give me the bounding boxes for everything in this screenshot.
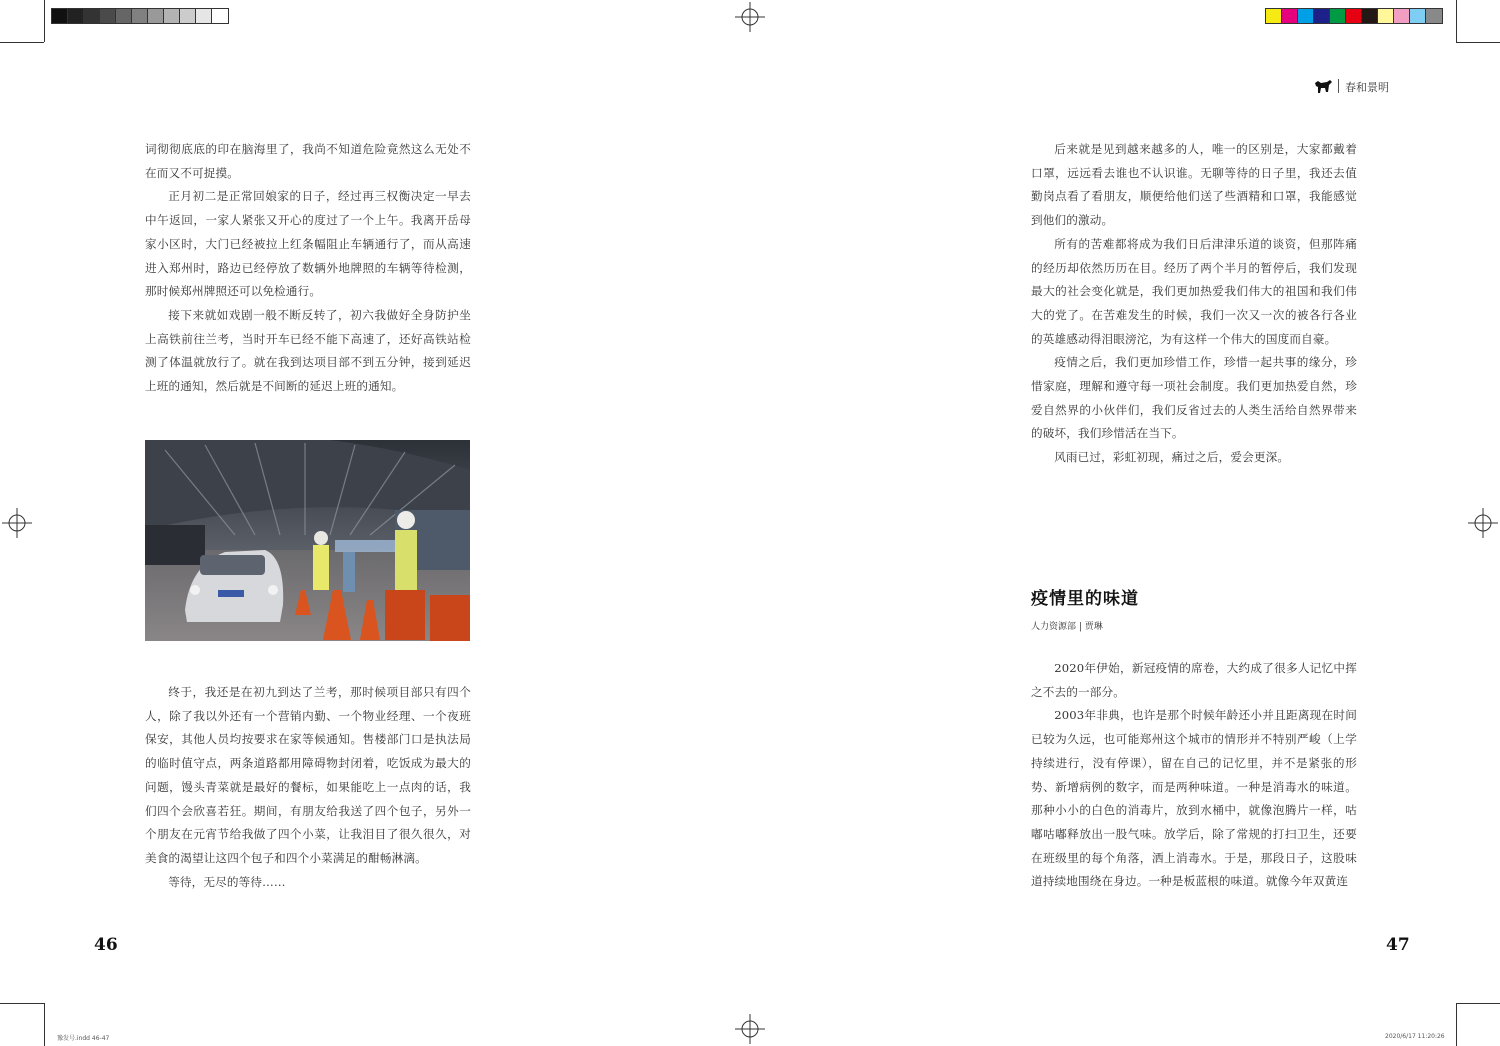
crop-mark <box>1456 1003 1457 1046</box>
color-swatch <box>1298 9 1314 23</box>
registration-mark-icon <box>735 2 765 32</box>
gray-ramp-bar <box>51 8 229 24</box>
color-swatch <box>100 9 116 23</box>
color-swatch <box>132 9 148 23</box>
article-title: 疫情里的味道 <box>1031 589 1139 609</box>
color-swatch <box>84 9 100 23</box>
color-swatch <box>52 9 68 23</box>
color-swatch <box>116 9 132 23</box>
color-swatch <box>164 9 180 23</box>
page-number: 46 <box>94 935 118 955</box>
registration-mark-icon <box>1468 508 1498 538</box>
paragraph: 终于，我还是在初九到达了兰考，那时候项目部只有四个人，除了我以外还有一个营销内勤、一个物业经理、一个夜班保安，其他人员均按要求在家等候通知。售楼部门口是执法局的临时值守点，两条道路都用障碍物封闭着，吃饭成为最大的问题，馒头青菜就是最好的餐标，如果能吃上一点肉的话，我们四个会欣喜若狂。期间，有朋友给我送了四个包子，另外一个朋友在元宵节给我做了四个小菜，让我泪目了很久很久，对美食的渴望让这四个包子和四个小菜满足的酣畅淋漓。 <box>145 685 471 865</box>
color-swatch <box>148 9 164 23</box>
color-swatch <box>1314 9 1330 23</box>
registration-mark-icon <box>2 508 32 538</box>
crop-mark <box>0 42 44 43</box>
color-swatch <box>1282 9 1298 23</box>
paragraph: 2003年非典，也许是那个时候年龄还小并且距离现在时间已较为久远，也可能郑州这个城市的情形并不特别严峻（上学持续进行，没有停课），留在自己的记忆里，并不是紧张的形势、新增病例的数字，而是两种味道。一种是消毒水的味道。那种小小的白色的消毒片，放到水桶中，就像泡腾片一样，咕嘟咕嘟释放出一股气味。放学后，除了常规的打扫卫生，还要在班级里的每个角落，洒上消毒水。于是，那段日子，这股味道持续地围绕在身边。一种是板蓝根的味道。就像今年双黄连 <box>1031 708 1357 889</box>
color-swatch <box>1330 9 1346 23</box>
color-swatch <box>212 9 228 23</box>
color-swatch <box>1362 9 1378 23</box>
crop-mark <box>44 1003 45 1046</box>
print-slug-file: 豫发号.indd 46-47 <box>57 1035 110 1042</box>
page-number: 47 <box>1386 935 1410 955</box>
paragraph: 所有的苦难都将成为我们日后津津乐道的谈资，但那阵痛的经历却依然历历在目。经历了两个半月的暂停后，我们发现最大的社会变化就是，我们更加热爱我们伟大的祖国和我们伟大的党了。在苦难发生的时候，我们一次又一次的被各行各业的英雄感动得泪眼滂沱，为有这样一个伟大的国度而自豪。 <box>1031 236 1357 346</box>
color-swatch <box>180 9 196 23</box>
header-divider <box>1338 79 1339 93</box>
right-column-top <box>1031 138 1357 470</box>
crop-mark <box>0 1003 44 1004</box>
paragraph: 风雨已过，彩虹初现，痛过之后，爱会更深。 <box>1054 450 1290 465</box>
crop-mark <box>1456 1003 1500 1004</box>
article-byline: 人力资源部 | 贾琳 <box>1031 622 1103 632</box>
color-swatch <box>196 9 212 23</box>
section-title: 春和景明 <box>1345 81 1389 94</box>
registration-mark-icon <box>735 1014 765 1044</box>
crop-mark <box>44 0 45 42</box>
left-column-top <box>145 138 471 399</box>
color-swatch <box>1410 9 1426 23</box>
color-swatch <box>68 9 84 23</box>
paragraph: 后来就是见到越来越多的人，唯一的区别是，大家都戴着口罩，远远看去谁也不认识谁。无聊等待的日子里，我还去值勤岗点看了看朋友，顺便给他们送了些酒精和口罩，我能感觉到他们的激动。 <box>1031 142 1357 228</box>
color-swatch <box>1378 9 1394 23</box>
crop-mark <box>1456 42 1500 43</box>
color-control-bar <box>1265 8 1443 24</box>
color-swatch <box>1394 9 1410 23</box>
paragraph: 正月初二是正常回娘家的日子，经过再三权衡决定一早去中午返回，一家人紧张又开心的度过了一个上午。我离开岳母家小区时，大门已经被拉上红条幅阻止车辆通行了，而从高速进入郑州时，路边已经停放了数辆外地牌照的车辆等待检测，那时候郑州牌照还可以免检通行。 <box>145 189 471 299</box>
print-slug-timestamp: 2020/6/17 11:20:26 <box>1385 1033 1445 1040</box>
color-swatch <box>1346 9 1362 23</box>
paragraph: 接下来就如戏剧一般不断反转了，初六我做好全身防护坐上高铁前往兰考，当时开车已经不能下高速了，还好高铁站检测了体温就放行了。就在我到达项目部不到五分钟，接到延迟上班的通知，然后就是不间断的延迟上班的通知。 <box>145 307 471 394</box>
color-swatch <box>1266 9 1282 23</box>
paragraph: 疫情之后，我们更加珍惜工作，珍惜一起共事的缘分，珍惜家庭，理解和遵守每一项社会制度。我们更加热爱自然，珍爱自然界的小伙伴们，我们反省过去的人类生活给自然界带来的破坏，我们珍惜活在当下。 <box>1031 355 1357 441</box>
color-swatch <box>1426 9 1442 23</box>
paragraph: 2020年伊始，新冠疫情的席卷，大约成了很多人记忆中挥之不去的一部分。 <box>1031 661 1357 699</box>
crop-mark <box>1456 0 1457 42</box>
paragraph: 词彻彻底底的印在脑海里了，我尚不知道危险竟然这么无处不在而又不可捉摸。 <box>145 142 471 180</box>
paragraph: 等待，无尽的等待…… <box>168 874 286 889</box>
bull-logo-icon <box>1313 77 1333 95</box>
left-column-bottom <box>145 681 471 894</box>
tunnel-checkpoint-photo <box>145 440 470 641</box>
right-column-bottom <box>1031 657 1357 894</box>
